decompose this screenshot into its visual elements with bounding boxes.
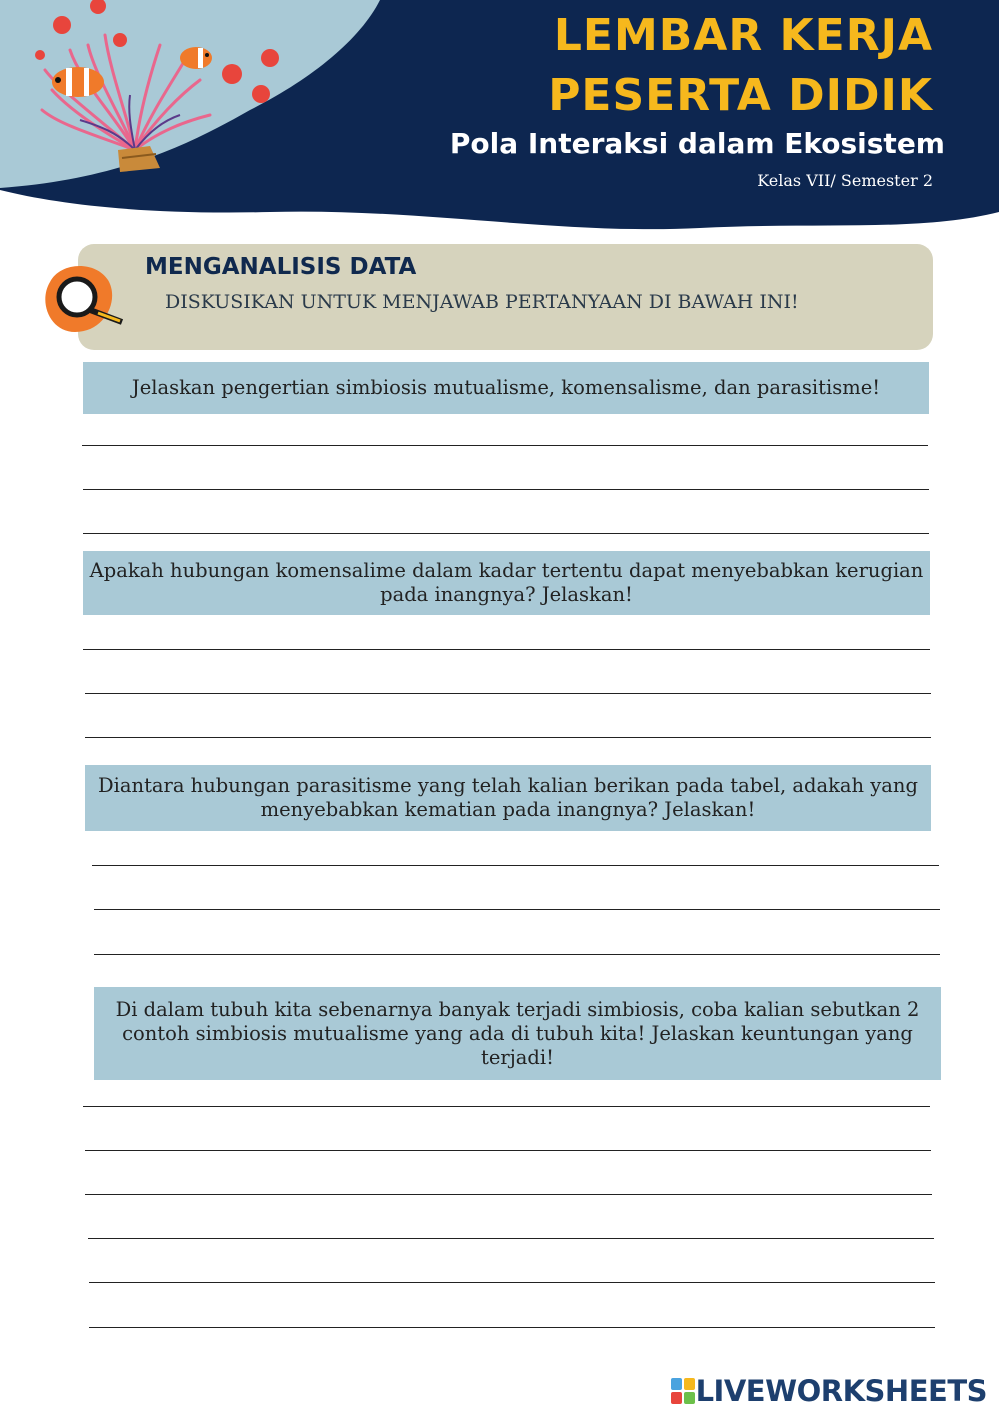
magnifier-icon	[40, 262, 130, 337]
answer-line[interactable]	[83, 649, 930, 650]
liveworksheets-logo[interactable]	[670, 1374, 987, 1408]
question-1: Jelaskan pengertian simbiosis mutualisme, komensalisme, dan parasitisme!	[83, 362, 929, 414]
clownfish-icon	[52, 67, 104, 97]
title-line-1: LEMBAR KERJA	[553, 10, 933, 61]
answer-line[interactable]	[83, 1106, 930, 1107]
answer-line[interactable]	[89, 1327, 935, 1328]
question-3: Diantara hubungan parasitisme yang telah kalian berikan pada tabel, adakah yang menyebabkan kematian pada inangnya? Jelaskan!	[85, 765, 931, 831]
section-instruction: DISKUSIKAN UNTUK MENJAWAB PERTANYAAN DI BAWAH INI!	[165, 291, 799, 313]
answer-line[interactable]	[94, 909, 940, 910]
logo-text: LIVEWORKSHEETS	[695, 1374, 987, 1408]
section-title: MENGANALISIS DATA	[145, 254, 417, 280]
answer-line[interactable]	[94, 954, 940, 955]
answer-line[interactable]	[92, 865, 939, 866]
answer-line[interactable]	[89, 1282, 935, 1283]
liveworksheets-logo-icon	[670, 1377, 696, 1405]
answer-line[interactable]	[83, 533, 929, 534]
answer-line[interactable]	[85, 1150, 931, 1151]
title-line-2: PESERTA DIDIK	[548, 70, 933, 121]
answer-line[interactable]	[83, 489, 929, 490]
class-info: Kelas VII/ Semester 2	[757, 171, 933, 190]
clownfish-icon	[180, 47, 212, 69]
answer-line[interactable]	[85, 693, 931, 694]
answer-line[interactable]	[82, 445, 928, 446]
question-2: Apakah hubungan komensalime dalam kadar tertentu dapat menyebabkan kerugian pada inangnya? Jelaskan!	[83, 551, 930, 615]
answer-line[interactable]	[88, 1238, 934, 1239]
answer-line[interactable]	[85, 737, 931, 738]
answer-line[interactable]	[85, 1194, 932, 1195]
question-4: Di dalam tubuh kita sebenarnya banyak terjadi simbiosis, coba kalian sebutkan 2 contoh simbiosis mutualisme yang ada di tubuh kita! Jelaskan keuntungan yang terjadi!	[94, 987, 941, 1080]
subtitle: Pola Interaksi dalam Ekosistem	[449, 127, 945, 160]
